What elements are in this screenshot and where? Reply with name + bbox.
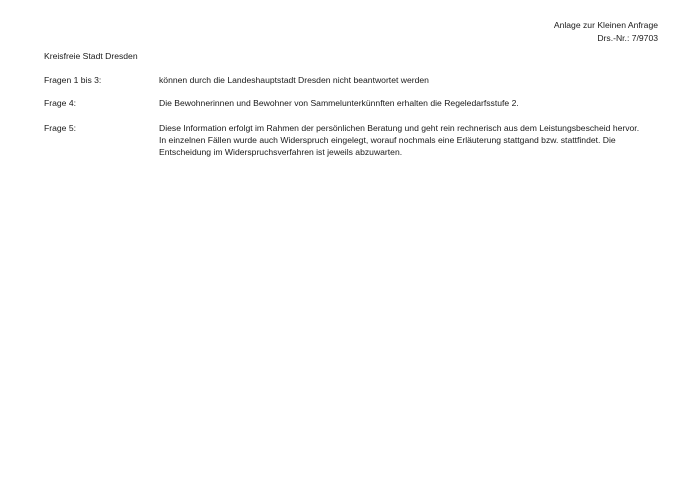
district-name: Kreisfreie Stadt Dresden <box>44 51 138 61</box>
annex-title: Anlage zur Kleinen Anfrage <box>553 20 658 30</box>
answer-text <box>159 122 664 158</box>
answer-row-questions-1-3 <box>44 74 664 86</box>
answer-text <box>159 97 664 109</box>
answer-text <box>159 74 664 86</box>
document-header-reference <box>554 19 658 44</box>
question-label: Frage 4: <box>44 98 77 108</box>
question-label: Frage 5: <box>44 123 77 133</box>
answer-line: Entscheidung im Widerspruchsverfahren ist jeweils abzuwarten. <box>159 147 403 157</box>
answer-row-question-4 <box>44 97 664 109</box>
answer-line: In einzelnen Fällen wurde auch Widerspruch eingelegt, worauf nochmals eine Erläuterung stattgand bzw. stattfindet. Die <box>159 135 616 145</box>
document-number: Drs.-Nr.: 7/9703 <box>597 32 658 43</box>
answer-row-question-5 <box>44 122 664 158</box>
answer-line: können durch die Landeshauptstadt Dresden nicht beantwortet werden <box>159 75 429 85</box>
answer-line: Diese Information erfolgt im Rahmen der persönlichen Beratung und geht rein rechnerisch aus dem Leistungsbescheid hervor. <box>159 123 640 133</box>
question-label: Fragen 1 bis 3: <box>44 75 102 85</box>
answer-line: Die Bewohnerinnen und Bewohner von Sammelunterkünnften erhalten die Regeledarfsstufe 2. <box>159 98 519 108</box>
